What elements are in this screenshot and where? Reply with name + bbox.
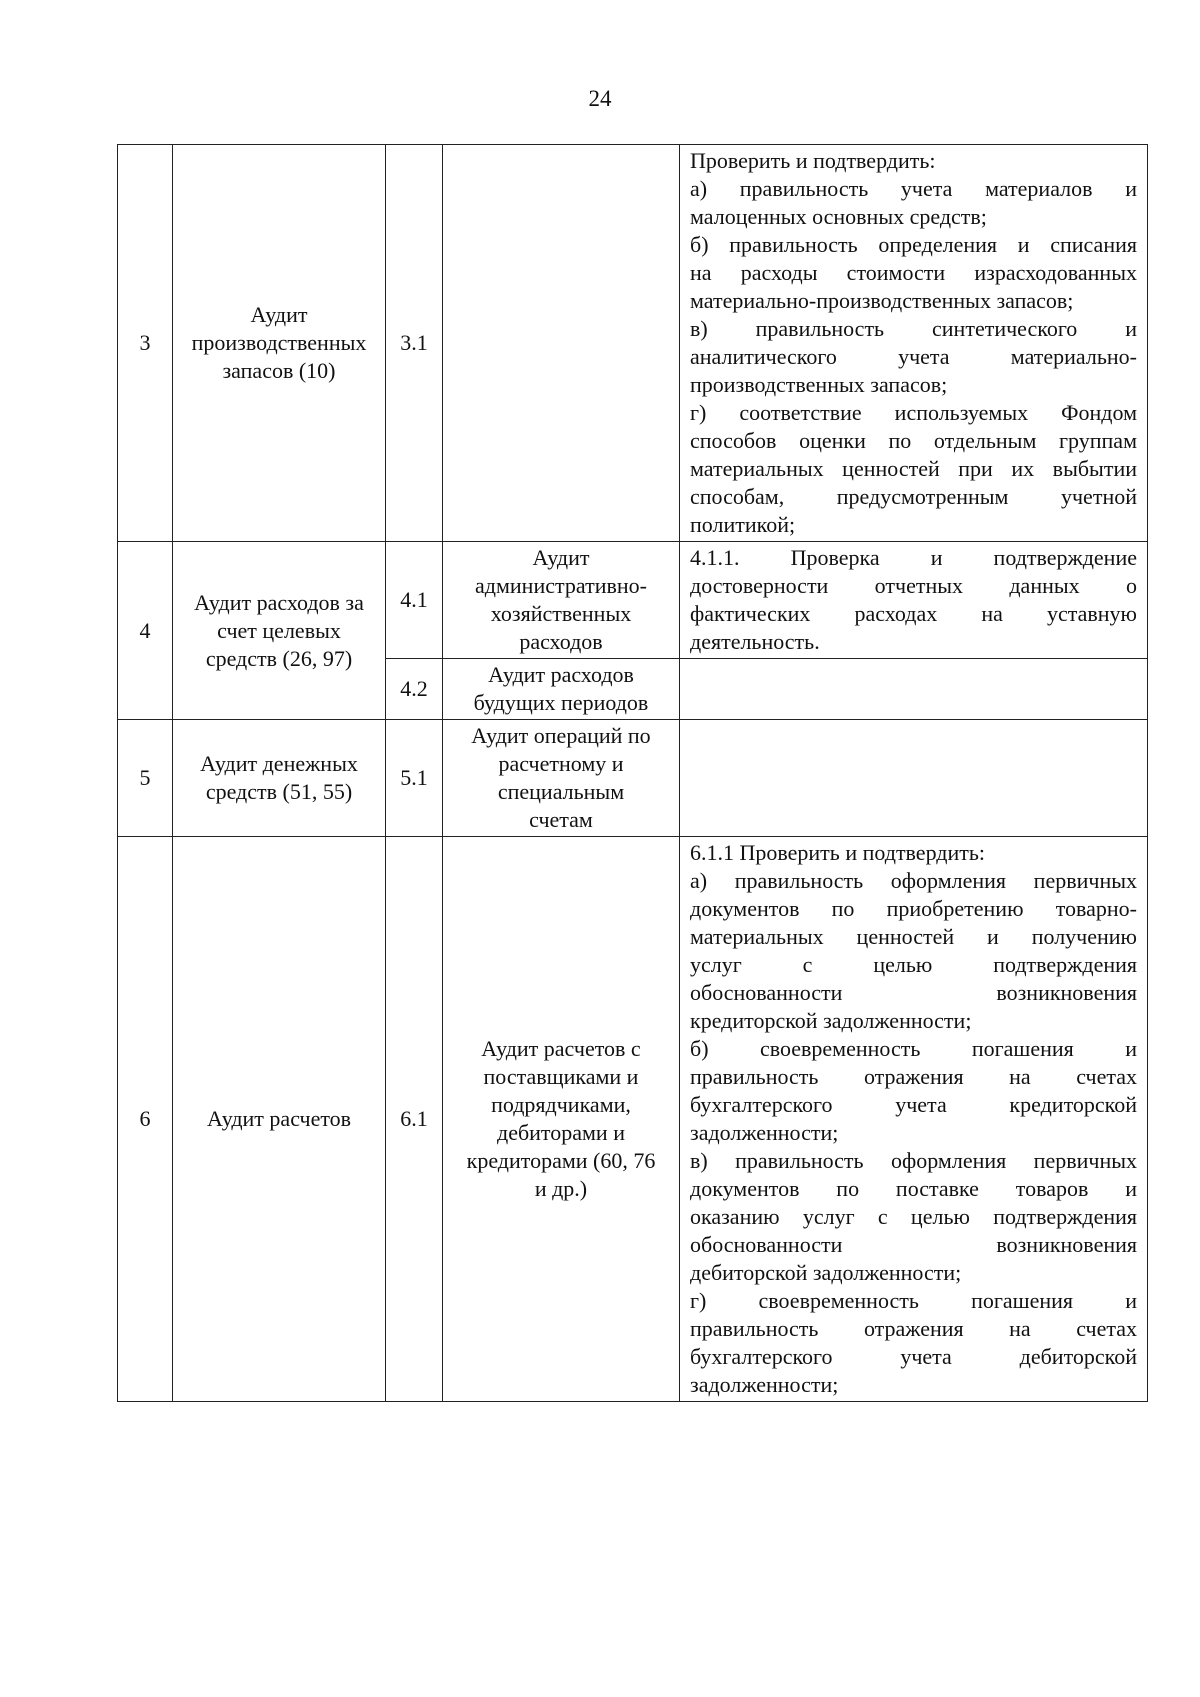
task-text-line: способам, предусмотренным учетной (690, 484, 1137, 509)
section-name (173, 542, 386, 720)
cell-text-line: Аудит расходов (488, 662, 634, 687)
task-description (680, 542, 1148, 659)
page-number: 24 (588, 86, 612, 111)
row-number: 5 (118, 720, 173, 837)
table-row (118, 145, 1148, 542)
task-text-line: документов по приобретению товарно- (690, 896, 1137, 921)
task-description (680, 659, 1148, 720)
subsection-name (443, 145, 680, 542)
cell-text-line: Аудит расходов за (194, 589, 364, 615)
task-text-line: г) соответствие используемых Фондом (690, 400, 1137, 425)
section-name (173, 720, 386, 837)
cell-text-line: Аудит денежных (200, 751, 358, 776)
cell-text-line: расчетному и (498, 751, 624, 776)
task-text-line: достоверности отчетных данных о (690, 573, 1137, 598)
cell-text-line: кредиторами (60, 76 (466, 1148, 656, 1173)
cell-text-line: производственных (191, 330, 367, 355)
task-text-line: кредиторской задолженности; (690, 1008, 972, 1033)
task-text-line: оказанию услуг с целью подтверждения (690, 1204, 1137, 1229)
task-text-line: способов оценки по отдельным группам (690, 428, 1137, 453)
task-description (680, 145, 1148, 542)
cell-text-line: будущих периодов (473, 690, 649, 715)
task-text-line: деятельность. (690, 629, 820, 654)
task-text-line: правильность отражения на счетах (690, 1316, 1137, 1341)
cell-text-line: Аудит (250, 302, 308, 327)
task-text-line: обоснованности возникновения (690, 980, 1137, 1005)
task-text-line: а) правильность оформления первичных (690, 868, 1137, 893)
cell-text-line: поставщиками и (483, 1064, 639, 1089)
task-text-line: документов по поставке товаров и (690, 1176, 1137, 1201)
cell-text-line: Аудит расчетов (206, 1106, 352, 1131)
item-code: 4.1 (386, 542, 443, 659)
task-text-line: бухгалтерского учета дебиторской (690, 1344, 1137, 1369)
subsection-name (443, 659, 680, 720)
task-text-line: г) своевременность погашения и (690, 1288, 1137, 1313)
task-text-line: б) правильность определения и списания (690, 232, 1137, 257)
cell-text-line: расходов (519, 629, 603, 654)
cell-text-line: и др.) (534, 1176, 588, 1201)
cell-text-line: специальным (497, 779, 625, 804)
task-text-line: Проверить и подтвердить: (690, 148, 936, 173)
task-text-line: материально-производственных запасов; (690, 288, 1074, 313)
row-number: 6 (118, 837, 173, 1402)
task-text-line: производственных запасов; (690, 372, 948, 397)
task-text-line: задолженности; (690, 1120, 839, 1145)
subsection-name (443, 542, 680, 659)
task-text-line: малоценных основных средств; (690, 204, 987, 229)
task-text-line: дебиторской задолженности; (690, 1260, 962, 1285)
task-text-line: обоснованности возникновения (690, 1232, 1137, 1257)
cell-text-line: средств (51, 55) (205, 779, 353, 804)
task-text-line: правильность отражения на счетах (690, 1064, 1137, 1089)
table-row (118, 542, 1148, 659)
cell-text-line: Аудит расчетов с (481, 1036, 641, 1061)
task-text-line: услуг с целью подтверждения (690, 952, 1137, 977)
cell-text-line: средств (26, 97) (205, 645, 353, 671)
task-text-line: а) правильность учета материалов и (690, 176, 1137, 201)
section-name (173, 145, 386, 542)
item-code: 6.1 (386, 837, 443, 1402)
task-description (680, 720, 1148, 837)
task-text-line: материальных ценностей при их выбытии (690, 456, 1137, 481)
task-text-line: 6.1.1 Проверить и подтвердить: (690, 840, 986, 865)
table-row (118, 720, 1148, 837)
cell-text-line: подрядчиками, (491, 1092, 631, 1117)
task-text-line: на расходы стоимости израсходованных (690, 260, 1137, 285)
cell-text-line: дебиторами и (497, 1120, 625, 1145)
task-text-line: политикой; (690, 512, 796, 537)
subsection-name (443, 837, 680, 1402)
task-text-line: в) правильность оформления первичных (690, 1148, 1137, 1173)
cell-text-line: счетам (529, 807, 593, 832)
cell-text-line: счет целевых (217, 617, 341, 643)
item-code: 4.2 (386, 659, 443, 720)
table-row (118, 837, 1148, 1402)
audit-plan-table (117, 144, 1148, 1402)
cell-text-line: запасов (10) (222, 358, 336, 383)
task-text-line: материальных ценностей и получению (690, 924, 1137, 949)
cell-text-line: Аудит (532, 545, 590, 570)
task-text-line: б) своевременность погашения и (690, 1036, 1137, 1061)
task-text-line: задолженности; (690, 1372, 839, 1397)
cell-text-line: административно- (475, 573, 647, 598)
task-text-line: бухгалтерского учета кредиторской (690, 1092, 1137, 1117)
cell-text-line: хозяйственных (490, 601, 632, 626)
row-number: 3 (118, 145, 173, 542)
task-text-line: 4.1.1. Проверка и подтверждение (690, 545, 1137, 570)
task-text-line: в) правильность синтетического и (690, 316, 1137, 341)
item-code: 3.1 (386, 145, 443, 542)
item-code: 5.1 (386, 720, 443, 837)
task-description (680, 837, 1148, 1402)
task-text-line: аналитического учета материально- (690, 344, 1137, 369)
subsection-name (443, 720, 680, 837)
row-number: 4 (118, 542, 173, 720)
task-text-line: фактических расходах на уставную (690, 601, 1137, 626)
cell-text-line: Аудит операций по (471, 723, 651, 748)
section-name (173, 837, 386, 1402)
